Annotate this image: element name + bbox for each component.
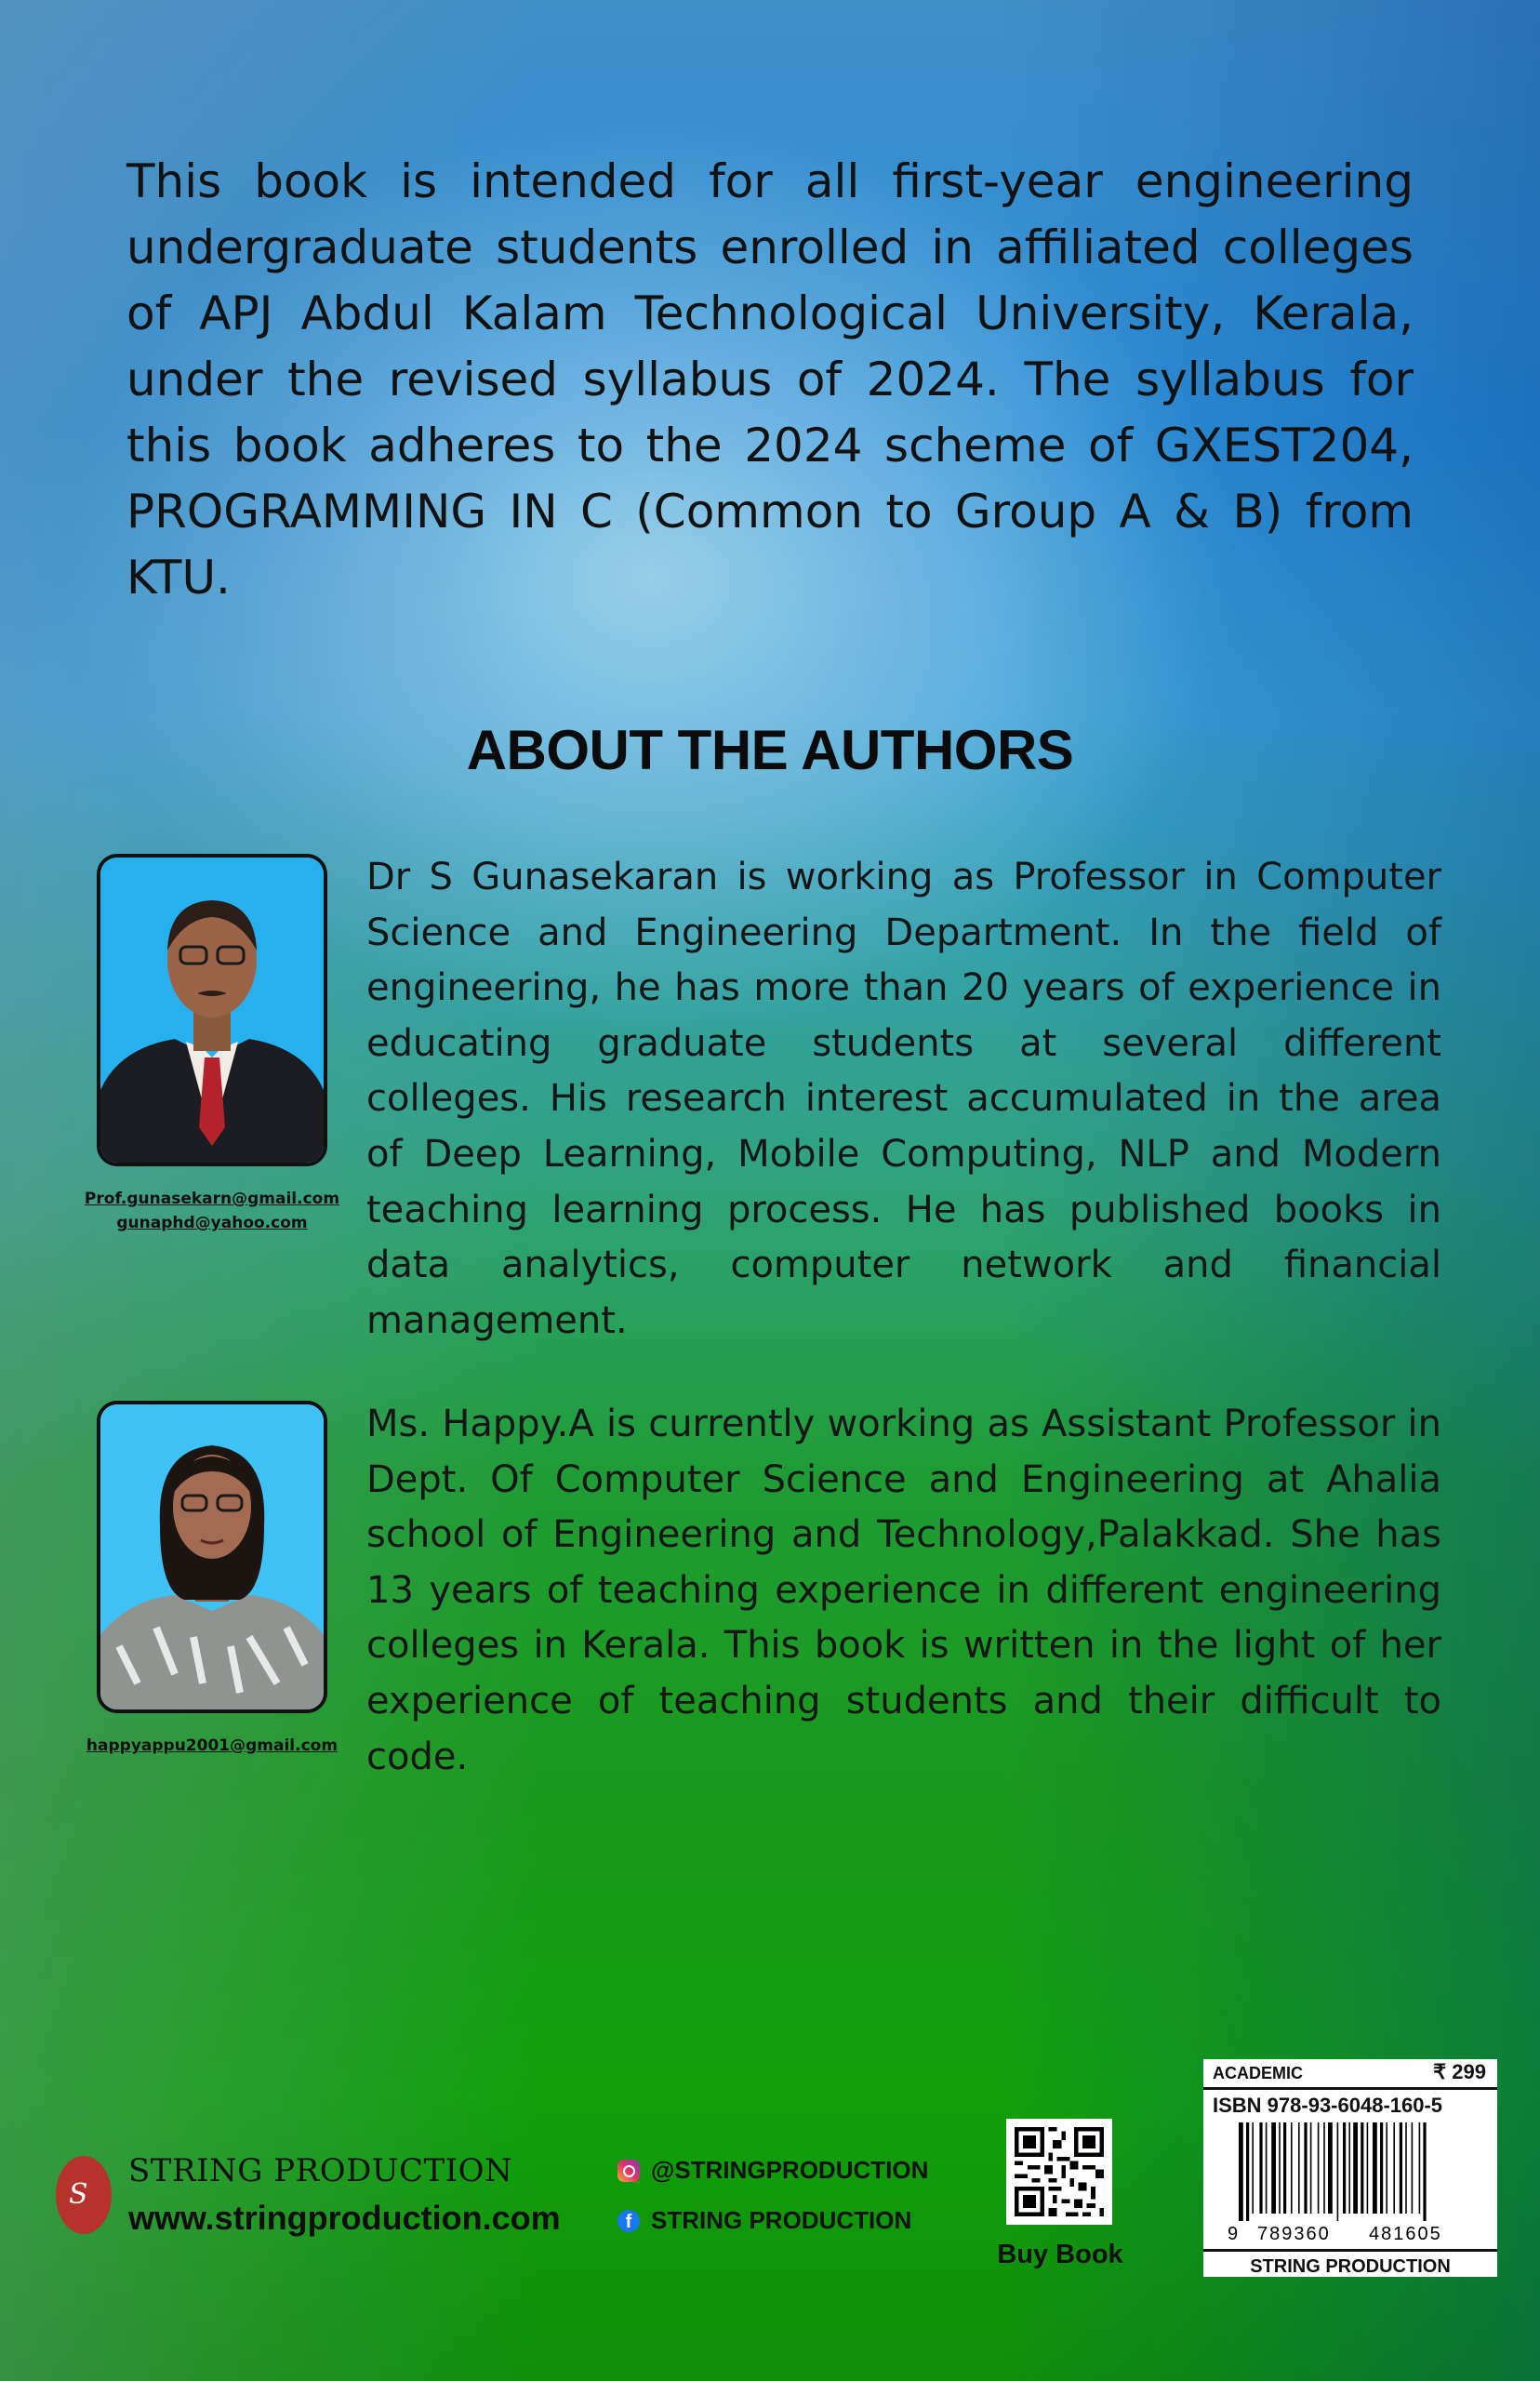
facebook-handle: STRING PRODUCTION bbox=[651, 2206, 912, 2234]
publisher-website[interactable]: www.stringproduction.com bbox=[128, 2199, 561, 2237]
instagram-handle: @STRINGPRODUCTION bbox=[651, 2156, 929, 2184]
barcode bbox=[1211, 2122, 1490, 2243]
qr-code[interactable] bbox=[1006, 2119, 1112, 2225]
barcode-digit-prefix: 9 bbox=[1228, 2224, 1239, 2243]
author-2-photo bbox=[97, 1401, 327, 1713]
category-label: ACADEMIC bbox=[1213, 2064, 1303, 2082]
facebook-icon: f bbox=[617, 2210, 640, 2232]
barcode-digits-right: 481605 bbox=[1369, 2224, 1442, 2243]
author-1-bio: Dr S Gunasekaran is working as Professor in Computer Science and Engineering Department. In the field of engineering, he has more than 20 years of experience in educating graduate students at several different colleges. His research interest accumulated in the area of Deep Learning, Mobile Computing, NLP and Modern teaching learning process. He has published books in data analytics, computer network and financial management. bbox=[366, 856, 1441, 1342]
authors-heading: ABOUT THE AUTHORS bbox=[466, 719, 1074, 781]
isbn-number: ISBN 978-93-6048-160-5 bbox=[1213, 2094, 1443, 2117]
author-1-photo bbox=[97, 854, 327, 1166]
author-2-email[interactable]: happyappu2001@gmail.com bbox=[86, 1736, 339, 1755]
instagram-icon bbox=[617, 2160, 640, 2182]
price-header bbox=[1203, 2059, 1497, 2090]
buy-book-label[interactable]: Buy Book bbox=[997, 2240, 1123, 2269]
facebook-link[interactable] bbox=[617, 2206, 911, 2235]
intro-paragraph: This book is intended for all first-year engineering undergraduate students enrolled in affiliated colleges of APJ Abdul Kalam Technological University, Kerala, under the revised syllabus of 2024. The syllabus for this book adheres to the 2024 scheme of GXEST204, PROGRAMMING IN C (Common to Group A & B) from KTU. bbox=[126, 154, 1414, 605]
author-1-email-1[interactable]: Prof.gunasekarn@gmail.com bbox=[84, 1190, 340, 1208]
instagram-link[interactable] bbox=[617, 2156, 928, 2185]
isbn-footer: STRING PRODUCTION bbox=[1203, 2249, 1497, 2277]
isbn-price-box bbox=[1203, 2059, 1497, 2277]
price-label: ₹ 299 bbox=[1433, 2060, 1486, 2083]
author-2-bio: Ms. Happy.A is currently working as Assistant Professor in Dept. Of Computer Science and Engineering at Ahalia school of Engineering and Technology,Palakkad. She has 13 years of teaching experience in different engineering colleges in Kerala. This book is written in the light of her experience of teaching students and their difficult to code. bbox=[366, 1403, 1441, 1778]
publisher-logo: S bbox=[56, 2156, 112, 2234]
publisher-name: STRING PRODUCTION bbox=[128, 2152, 513, 2189]
author-1-email-2[interactable]: gunaphd@yahoo.com bbox=[116, 1214, 308, 1232]
barcode-digits-left: 789360 bbox=[1257, 2224, 1331, 2243]
